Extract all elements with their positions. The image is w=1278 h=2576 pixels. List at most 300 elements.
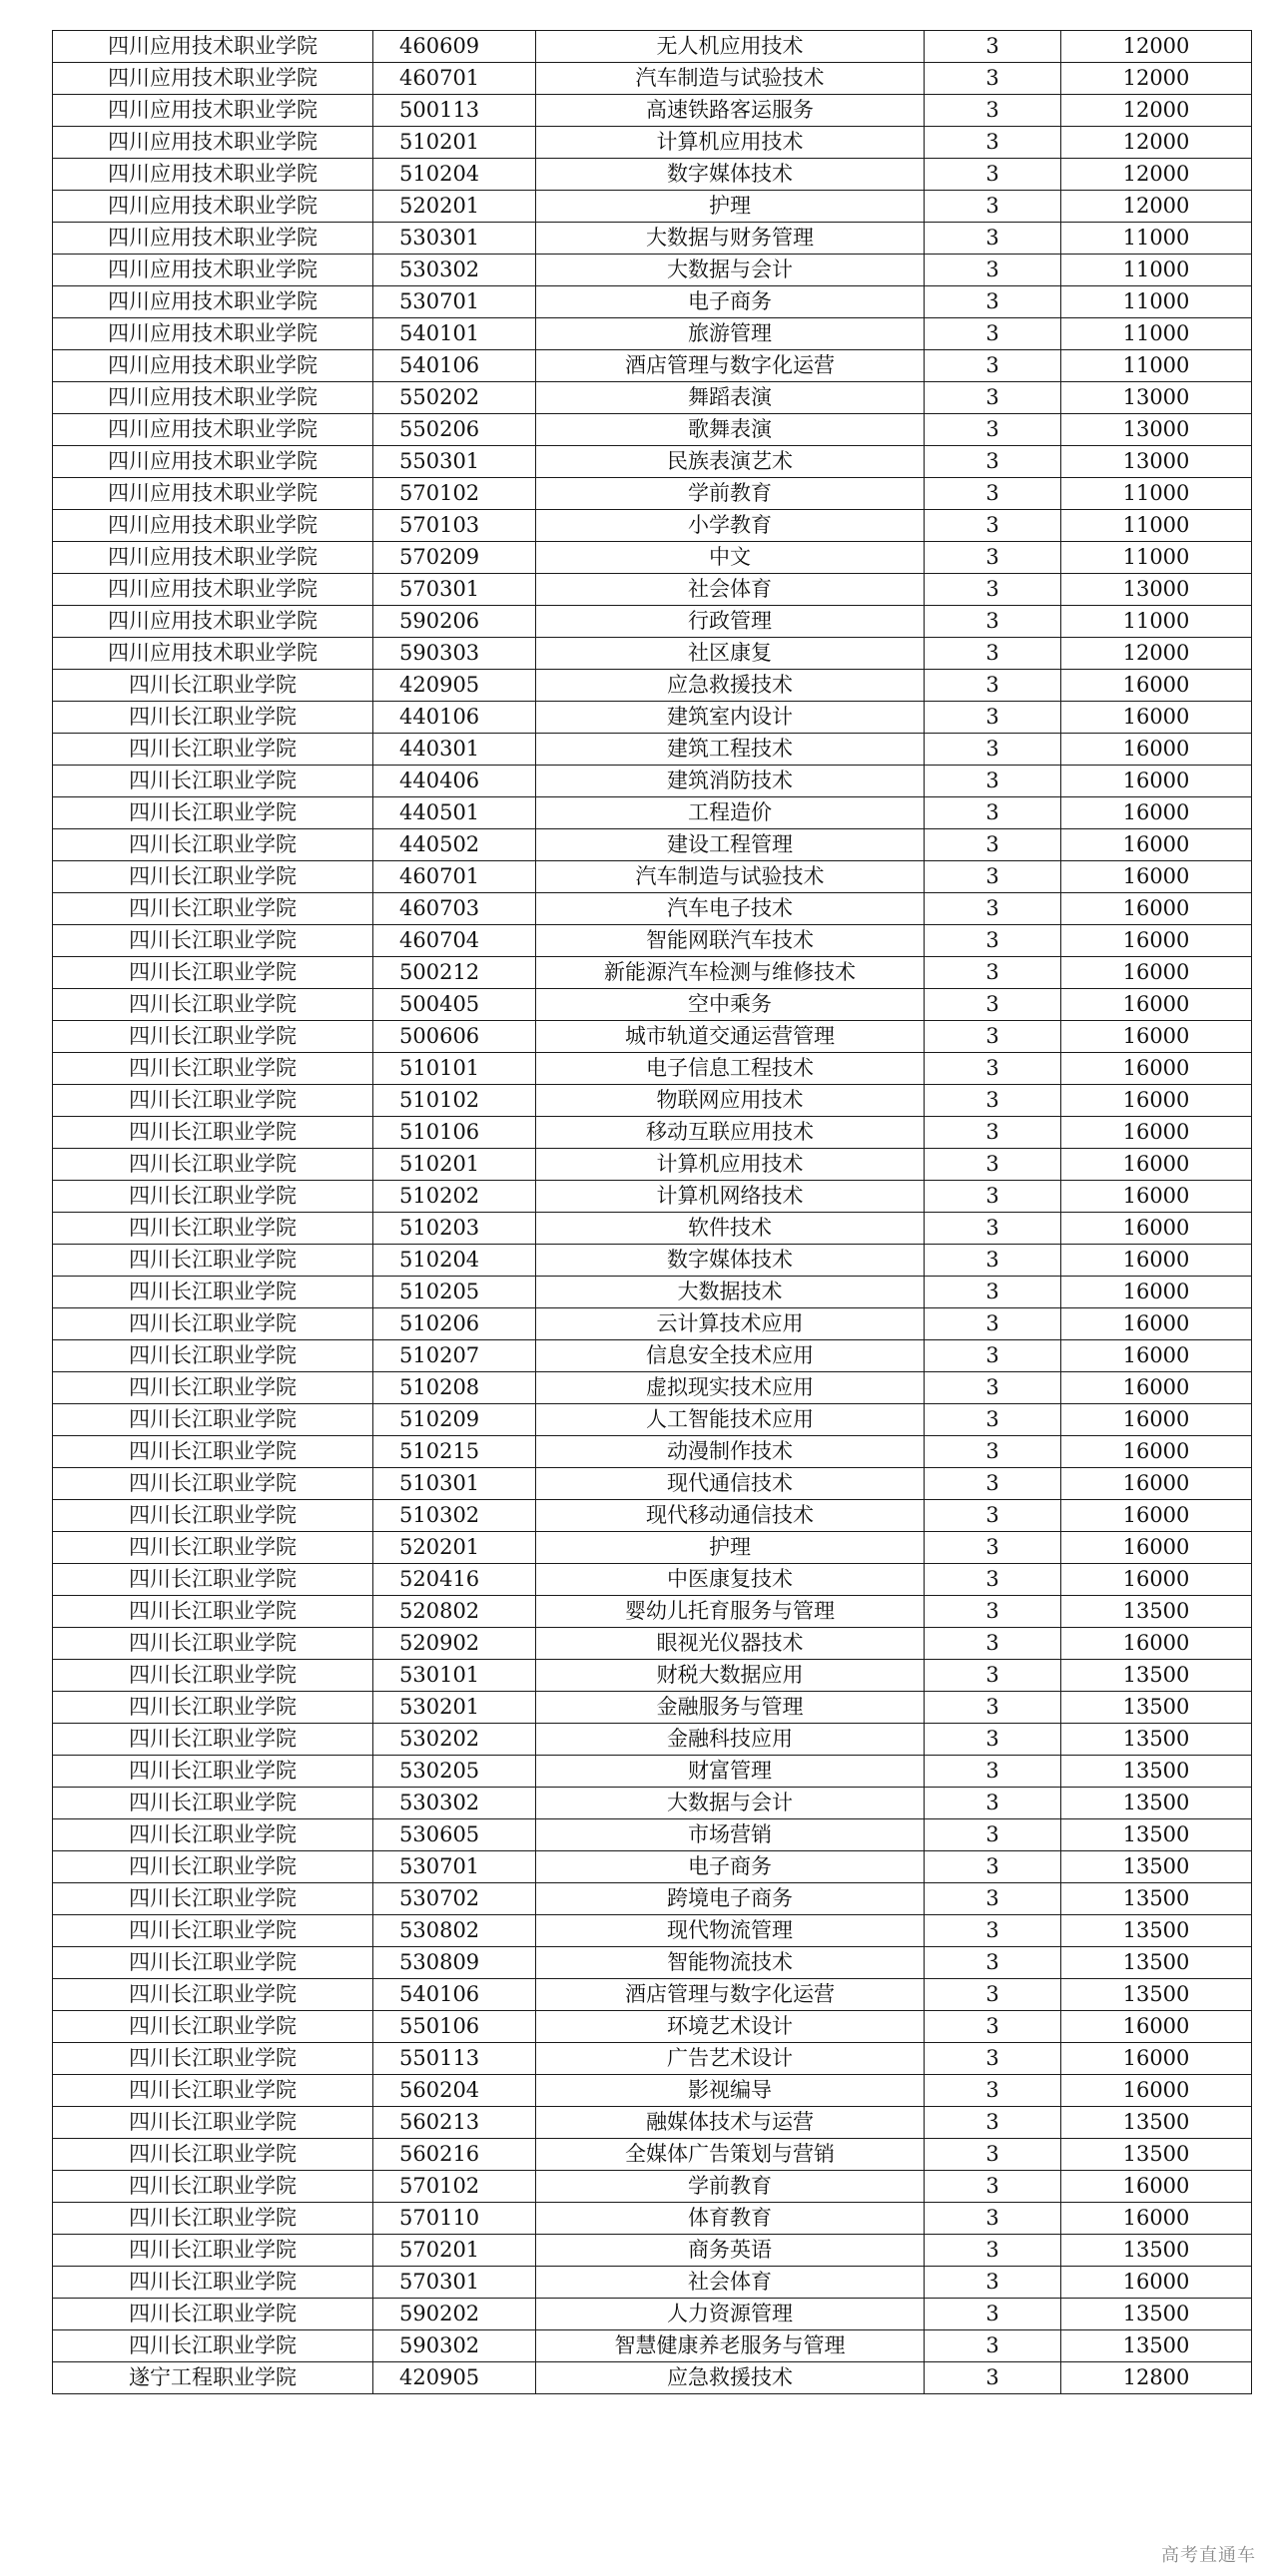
school-name-cell: 四川应用技术职业学院 [53, 159, 373, 191]
tuition-cell: 16000 [1061, 1308, 1252, 1340]
tuition-cell: 16000 [1061, 1277, 1252, 1308]
major-name-cell: 人力资源管理 [536, 2299, 925, 2330]
watermark: 高考直通车 [1161, 2545, 1256, 2566]
school-name-cell: 四川长江职业学院 [53, 829, 373, 861]
major-code-cell: 510201 [373, 1149, 536, 1181]
major-name-cell: 汽车电子技术 [536, 893, 925, 925]
tuition-cell: 16000 [1061, 861, 1252, 893]
major-name-cell: 护理 [536, 1532, 925, 1564]
major-name-cell: 现代移动通信技术 [536, 1500, 925, 1532]
school-name-cell: 四川长江职业学院 [53, 1085, 373, 1117]
school-name-cell: 四川长江职业学院 [53, 2235, 373, 2267]
years-cell: 3 [925, 31, 1061, 63]
tuition-cell: 13500 [1061, 1979, 1252, 2011]
major-code-cell: 510215 [373, 1436, 536, 1468]
school-name-cell: 四川应用技术职业学院 [53, 191, 373, 223]
years-cell: 3 [925, 1915, 1061, 1947]
major-code-cell: 500212 [373, 957, 536, 989]
table-row [53, 63, 1252, 95]
school-name-cell: 四川长江职业学院 [53, 1213, 373, 1245]
years-cell: 3 [925, 1660, 1061, 1692]
table-row [53, 2362, 1252, 2394]
major-code-cell: 590206 [373, 606, 536, 638]
major-code-cell: 530201 [373, 1692, 536, 1724]
table-row [53, 1372, 1252, 1404]
school-name-cell: 四川长江职业学院 [53, 1277, 373, 1308]
school-name-cell: 四川长江职业学院 [53, 1181, 373, 1213]
major-name-cell: 移动互联应用技术 [536, 1117, 925, 1149]
table-row [53, 1883, 1252, 1915]
table-row [53, 829, 1252, 861]
tuition-cell: 13500 [1061, 1819, 1252, 1851]
major-code-cell: 550206 [373, 414, 536, 446]
major-name-cell: 物联网应用技术 [536, 1085, 925, 1117]
school-name-cell: 四川长江职业学院 [53, 1692, 373, 1724]
major-code-cell: 550106 [373, 2011, 536, 2043]
table-row [53, 1660, 1252, 1692]
school-name-cell: 四川长江职业学院 [53, 1979, 373, 2011]
table-row [53, 1851, 1252, 1883]
school-name-cell: 四川应用技术职业学院 [53, 63, 373, 95]
school-name-cell: 四川长江职业学院 [53, 1117, 373, 1149]
major-name-cell: 动漫制作技术 [536, 1436, 925, 1468]
table-row [53, 670, 1252, 702]
years-cell: 3 [925, 1085, 1061, 1117]
major-name-cell: 虚拟现实技术应用 [536, 1372, 925, 1404]
major-name-cell: 歌舞表演 [536, 414, 925, 446]
major-name-cell: 建筑消防技术 [536, 766, 925, 797]
years-cell: 3 [925, 1628, 1061, 1660]
years-cell: 3 [925, 1564, 1061, 1596]
major-code-cell: 510203 [373, 1213, 536, 1245]
years-cell: 3 [925, 1692, 1061, 1724]
major-code-cell: 540106 [373, 350, 536, 382]
tuition-cell: 11000 [1061, 510, 1252, 542]
tuition-cell: 12000 [1061, 638, 1252, 670]
tuition-cell: 13000 [1061, 446, 1252, 478]
tuition-cell: 16000 [1061, 1436, 1252, 1468]
years-cell: 3 [925, 350, 1061, 382]
table-row [53, 638, 1252, 670]
school-name-cell: 四川应用技术职业学院 [53, 382, 373, 414]
major-code-cell: 570201 [373, 2235, 536, 2267]
major-name-cell: 商务英语 [536, 2235, 925, 2267]
school-name-cell: 四川长江职业学院 [53, 2011, 373, 2043]
major-code-cell: 510301 [373, 1468, 536, 1500]
major-name-cell: 无人机应用技术 [536, 31, 925, 63]
years-cell: 3 [925, 1372, 1061, 1404]
table-row [53, 510, 1252, 542]
years-cell: 3 [925, 734, 1061, 766]
years-cell: 3 [925, 1851, 1061, 1883]
tuition-cell: 13500 [1061, 1596, 1252, 1628]
tuition-cell: 12000 [1061, 127, 1252, 159]
table-row [53, 2011, 1252, 2043]
school-name-cell: 四川长江职业学院 [53, 893, 373, 925]
major-name-cell: 人工智能技术应用 [536, 1404, 925, 1436]
major-name-cell: 广告艺术设计 [536, 2043, 925, 2075]
tuition-cell: 12000 [1061, 159, 1252, 191]
major-code-cell: 590302 [373, 2330, 536, 2362]
school-name-cell: 四川长江职业学院 [53, 861, 373, 893]
years-cell: 3 [925, 1724, 1061, 1756]
major-name-cell: 行政管理 [536, 606, 925, 638]
school-name-cell: 四川长江职业学院 [53, 670, 373, 702]
major-code-cell: 510202 [373, 1181, 536, 1213]
tuition-cell: 16000 [1061, 893, 1252, 925]
tuition-cell: 16000 [1061, 2267, 1252, 2299]
tuition-cell: 16000 [1061, 1213, 1252, 1245]
years-cell: 3 [925, 2362, 1061, 2394]
major-code-cell: 570301 [373, 2267, 536, 2299]
table-row [53, 382, 1252, 414]
tuition-cell: 16000 [1061, 1404, 1252, 1436]
school-name-cell: 四川应用技术职业学院 [53, 510, 373, 542]
table-row [53, 478, 1252, 510]
school-name-cell: 四川应用技术职业学院 [53, 318, 373, 350]
years-cell: 3 [925, 2107, 1061, 2139]
major-name-cell: 婴幼儿托育服务与管理 [536, 1596, 925, 1628]
major-name-cell: 现代物流管理 [536, 1915, 925, 1947]
major-code-cell: 510207 [373, 1340, 536, 1372]
school-name-cell: 四川应用技术职业学院 [53, 446, 373, 478]
years-cell: 3 [925, 478, 1061, 510]
tuition-cell: 16000 [1061, 702, 1252, 734]
major-code-cell: 530802 [373, 1915, 536, 1947]
major-code-cell: 520802 [373, 1596, 536, 1628]
major-code-cell: 570102 [373, 478, 536, 510]
major-code-cell: 460701 [373, 861, 536, 893]
tuition-cell: 13500 [1061, 1756, 1252, 1788]
years-cell: 3 [925, 861, 1061, 893]
years-cell: 3 [925, 1756, 1061, 1788]
major-code-cell: 510209 [373, 1404, 536, 1436]
table-row [53, 861, 1252, 893]
table-row [53, 1340, 1252, 1372]
major-name-cell: 计算机应用技术 [536, 127, 925, 159]
major-name-cell: 舞蹈表演 [536, 382, 925, 414]
major-code-cell: 530101 [373, 1660, 536, 1692]
tuition-cell: 16000 [1061, 2011, 1252, 2043]
years-cell: 3 [925, 1277, 1061, 1308]
major-code-cell: 420905 [373, 670, 536, 702]
table-row [53, 2075, 1252, 2107]
school-name-cell: 四川长江职业学院 [53, 1532, 373, 1564]
major-name-cell: 电子信息工程技术 [536, 1053, 925, 1085]
school-name-cell: 四川应用技术职业学院 [53, 350, 373, 382]
years-cell: 3 [925, 1149, 1061, 1181]
school-name-cell: 四川应用技术职业学院 [53, 574, 373, 606]
tuition-cell: 11000 [1061, 350, 1252, 382]
major-name-cell: 护理 [536, 191, 925, 223]
years-cell: 3 [925, 414, 1061, 446]
school-name-cell: 四川应用技术职业学院 [53, 127, 373, 159]
major-name-cell: 金融科技应用 [536, 1724, 925, 1756]
table-row [53, 1564, 1252, 1596]
table-row [53, 286, 1252, 318]
major-name-cell: 智慧健康养老服务与管理 [536, 2330, 925, 2362]
major-code-cell: 500405 [373, 989, 536, 1021]
tuition-cell: 16000 [1061, 1181, 1252, 1213]
years-cell: 3 [925, 829, 1061, 861]
school-name-cell: 四川长江职业学院 [53, 2139, 373, 2171]
years-cell: 3 [925, 95, 1061, 127]
tuition-cell: 16000 [1061, 1085, 1252, 1117]
years-cell: 3 [925, 446, 1061, 478]
table-row [53, 31, 1252, 63]
major-code-cell: 510201 [373, 127, 536, 159]
tuition-cell: 16000 [1061, 1053, 1252, 1085]
major-name-cell: 高速铁路客运服务 [536, 95, 925, 127]
major-name-cell: 酒店管理与数字化运营 [536, 350, 925, 382]
table-row [53, 574, 1252, 606]
tuition-cell: 16000 [1061, 1564, 1252, 1596]
years-cell: 3 [925, 1021, 1061, 1053]
major-code-cell: 560216 [373, 2139, 536, 2171]
tuition-cell: 13500 [1061, 2139, 1252, 2171]
school-name-cell: 四川长江职业学院 [53, 1628, 373, 1660]
major-code-cell: 510106 [373, 1117, 536, 1149]
tuition-cell: 11000 [1061, 478, 1252, 510]
school-name-cell: 四川长江职业学院 [53, 1883, 373, 1915]
major-code-cell: 460703 [373, 893, 536, 925]
years-cell: 3 [925, 1947, 1061, 1979]
major-name-cell: 城市轨道交通运营管理 [536, 1021, 925, 1053]
tuition-cell: 16000 [1061, 734, 1252, 766]
school-name-cell: 四川应用技术职业学院 [53, 542, 373, 574]
major-name-cell: 社会体育 [536, 574, 925, 606]
years-cell: 3 [925, 2330, 1061, 2362]
years-cell: 3 [925, 1788, 1061, 1819]
major-name-cell: 数字媒体技术 [536, 159, 925, 191]
years-cell: 3 [925, 2139, 1061, 2171]
years-cell: 3 [925, 2235, 1061, 2267]
school-name-cell: 四川长江职业学院 [53, 1404, 373, 1436]
years-cell: 3 [925, 1819, 1061, 1851]
major-name-cell: 应急救援技术 [536, 670, 925, 702]
table-row [53, 702, 1252, 734]
table-row [53, 1117, 1252, 1149]
major-code-cell: 530205 [373, 1756, 536, 1788]
tuition-cell: 16000 [1061, 1372, 1252, 1404]
major-code-cell: 540106 [373, 1979, 536, 2011]
years-cell: 3 [925, 2171, 1061, 2203]
tuition-cell: 16000 [1061, 797, 1252, 829]
major-code-cell: 550301 [373, 446, 536, 478]
years-cell: 3 [925, 1308, 1061, 1340]
major-code-cell: 590202 [373, 2299, 536, 2330]
major-name-cell: 市场营销 [536, 1819, 925, 1851]
years-cell: 3 [925, 63, 1061, 95]
major-code-cell: 530701 [373, 286, 536, 318]
school-name-cell: 四川应用技术职业学院 [53, 223, 373, 255]
major-code-cell: 530302 [373, 255, 536, 286]
table-row [53, 2299, 1252, 2330]
major-code-cell: 520201 [373, 1532, 536, 1564]
table-row [53, 2171, 1252, 2203]
major-name-cell: 信息安全技术应用 [536, 1340, 925, 1372]
school-name-cell: 四川应用技术职业学院 [53, 638, 373, 670]
major-name-cell: 智能物流技术 [536, 1947, 925, 1979]
table-row [53, 1021, 1252, 1053]
major-name-cell: 小学教育 [536, 510, 925, 542]
years-cell: 3 [925, 2011, 1061, 2043]
major-code-cell: 530809 [373, 1947, 536, 1979]
major-code-cell: 510208 [373, 1372, 536, 1404]
tuition-cell: 16000 [1061, 1532, 1252, 1564]
major-code-cell: 530302 [373, 1788, 536, 1819]
school-name-cell: 四川长江职业学院 [53, 1596, 373, 1628]
table-row [53, 1819, 1252, 1851]
major-name-cell: 工程造价 [536, 797, 925, 829]
school-name-cell: 四川长江职业学院 [53, 925, 373, 957]
major-name-cell: 汽车制造与试验技术 [536, 861, 925, 893]
major-code-cell: 560213 [373, 2107, 536, 2139]
table-row [53, 1788, 1252, 1819]
years-cell: 3 [925, 893, 1061, 925]
tuition-cell: 11000 [1061, 542, 1252, 574]
table-row [53, 1500, 1252, 1532]
table-row [53, 255, 1252, 286]
tuition-cell: 16000 [1061, 2075, 1252, 2107]
years-cell: 3 [925, 127, 1061, 159]
tuition-cell: 12800 [1061, 2362, 1252, 2394]
table-row [53, 1085, 1252, 1117]
major-name-cell: 融媒体技术与运营 [536, 2107, 925, 2139]
school-name-cell: 四川长江职业学院 [53, 2075, 373, 2107]
years-cell: 3 [925, 2299, 1061, 2330]
major-code-cell: 460701 [373, 63, 536, 95]
table-row [53, 606, 1252, 638]
major-code-cell: 570209 [373, 542, 536, 574]
school-name-cell: 四川长江职业学院 [53, 1564, 373, 1596]
tuition-cell: 16000 [1061, 2043, 1252, 2075]
major-name-cell: 数字媒体技术 [536, 1245, 925, 1277]
table-row [53, 414, 1252, 446]
tuition-cell: 11000 [1061, 318, 1252, 350]
tuition-cell: 13500 [1061, 1851, 1252, 1883]
tuition-cell: 13500 [1061, 2235, 1252, 2267]
years-cell: 3 [925, 766, 1061, 797]
years-cell: 3 [925, 1500, 1061, 1532]
major-name-cell: 建筑工程技术 [536, 734, 925, 766]
years-cell: 3 [925, 510, 1061, 542]
table-row [53, 2203, 1252, 2235]
school-name-cell: 四川长江职业学院 [53, 734, 373, 766]
tuition-cell: 13500 [1061, 1724, 1252, 1756]
major-code-cell: 440301 [373, 734, 536, 766]
major-name-cell: 建设工程管理 [536, 829, 925, 861]
tuition-cell: 13500 [1061, 1660, 1252, 1692]
school-name-cell: 四川应用技术职业学院 [53, 255, 373, 286]
table-row [53, 1947, 1252, 1979]
school-name-cell: 四川长江职业学院 [53, 1915, 373, 1947]
table-row [53, 1468, 1252, 1500]
tuition-cell: 13500 [1061, 1883, 1252, 1915]
tuition-cell: 11000 [1061, 223, 1252, 255]
school-name-cell: 四川长江职业学院 [53, 1851, 373, 1883]
major-code-cell: 510204 [373, 1245, 536, 1277]
major-code-cell: 520201 [373, 191, 536, 223]
major-name-cell: 旅游管理 [536, 318, 925, 350]
years-cell: 3 [925, 159, 1061, 191]
major-name-cell: 新能源汽车检测与维修技术 [536, 957, 925, 989]
tuition-cell: 16000 [1061, 1500, 1252, 1532]
years-cell: 3 [925, 223, 1061, 255]
school-name-cell: 四川长江职业学院 [53, 2043, 373, 2075]
school-name-cell: 四川长江职业学院 [53, 2267, 373, 2299]
school-name-cell: 四川应用技术职业学院 [53, 31, 373, 63]
major-name-cell: 智能网联汽车技术 [536, 925, 925, 957]
table-row [53, 1915, 1252, 1947]
school-name-cell: 四川应用技术职业学院 [53, 95, 373, 127]
major-code-cell: 550202 [373, 382, 536, 414]
school-name-cell: 四川长江职业学院 [53, 2330, 373, 2362]
major-code-cell: 460704 [373, 925, 536, 957]
major-name-cell: 酒店管理与数字化运营 [536, 1979, 925, 2011]
tuition-cell: 13500 [1061, 2107, 1252, 2139]
years-cell: 3 [925, 1340, 1061, 1372]
table-row [53, 1277, 1252, 1308]
tuition-cell: 13000 [1061, 574, 1252, 606]
years-cell: 3 [925, 318, 1061, 350]
years-cell: 3 [925, 1468, 1061, 1500]
years-cell: 3 [925, 286, 1061, 318]
table-row [53, 2139, 1252, 2171]
years-cell: 3 [925, 606, 1061, 638]
major-name-cell: 汽车制造与试验技术 [536, 63, 925, 95]
school-name-cell: 四川长江职业学院 [53, 1340, 373, 1372]
major-name-cell: 大数据技术 [536, 1277, 925, 1308]
years-cell: 3 [925, 382, 1061, 414]
major-name-cell: 跨境电子商务 [536, 1883, 925, 1915]
table-row [53, 1181, 1252, 1213]
years-cell: 3 [925, 2203, 1061, 2235]
major-name-cell: 环境艺术设计 [536, 2011, 925, 2043]
major-code-cell: 590303 [373, 638, 536, 670]
years-cell: 3 [925, 1883, 1061, 1915]
major-name-cell: 民族表演艺术 [536, 446, 925, 478]
tuition-cell: 13500 [1061, 1788, 1252, 1819]
school-name-cell: 四川长江职业学院 [53, 1756, 373, 1788]
years-cell: 3 [925, 2043, 1061, 2075]
table-row [53, 1245, 1252, 1277]
major-name-cell: 电子商务 [536, 1851, 925, 1883]
tuition-cell: 16000 [1061, 766, 1252, 797]
major-name-cell: 应急救援技术 [536, 2362, 925, 2394]
table-row [53, 1596, 1252, 1628]
table-row [53, 925, 1252, 957]
major-code-cell: 570301 [373, 574, 536, 606]
years-cell: 3 [925, 1053, 1061, 1085]
school-name-cell: 四川长江职业学院 [53, 2171, 373, 2203]
school-name-cell: 四川长江职业学院 [53, 1436, 373, 1468]
major-code-cell: 510204 [373, 159, 536, 191]
school-name-cell: 四川长江职业学院 [53, 2299, 373, 2330]
major-code-cell: 530202 [373, 1724, 536, 1756]
major-code-cell: 530605 [373, 1819, 536, 1851]
tuition-cell: 13000 [1061, 414, 1252, 446]
major-name-cell: 大数据与会计 [536, 255, 925, 286]
major-code-cell: 420905 [373, 2362, 536, 2394]
major-code-cell: 570102 [373, 2171, 536, 2203]
major-code-cell: 500606 [373, 1021, 536, 1053]
years-cell: 3 [925, 1404, 1061, 1436]
tuition-cell: 12000 [1061, 95, 1252, 127]
major-code-cell: 440406 [373, 766, 536, 797]
tuition-cell: 16000 [1061, 1468, 1252, 1500]
table-row [53, 159, 1252, 191]
